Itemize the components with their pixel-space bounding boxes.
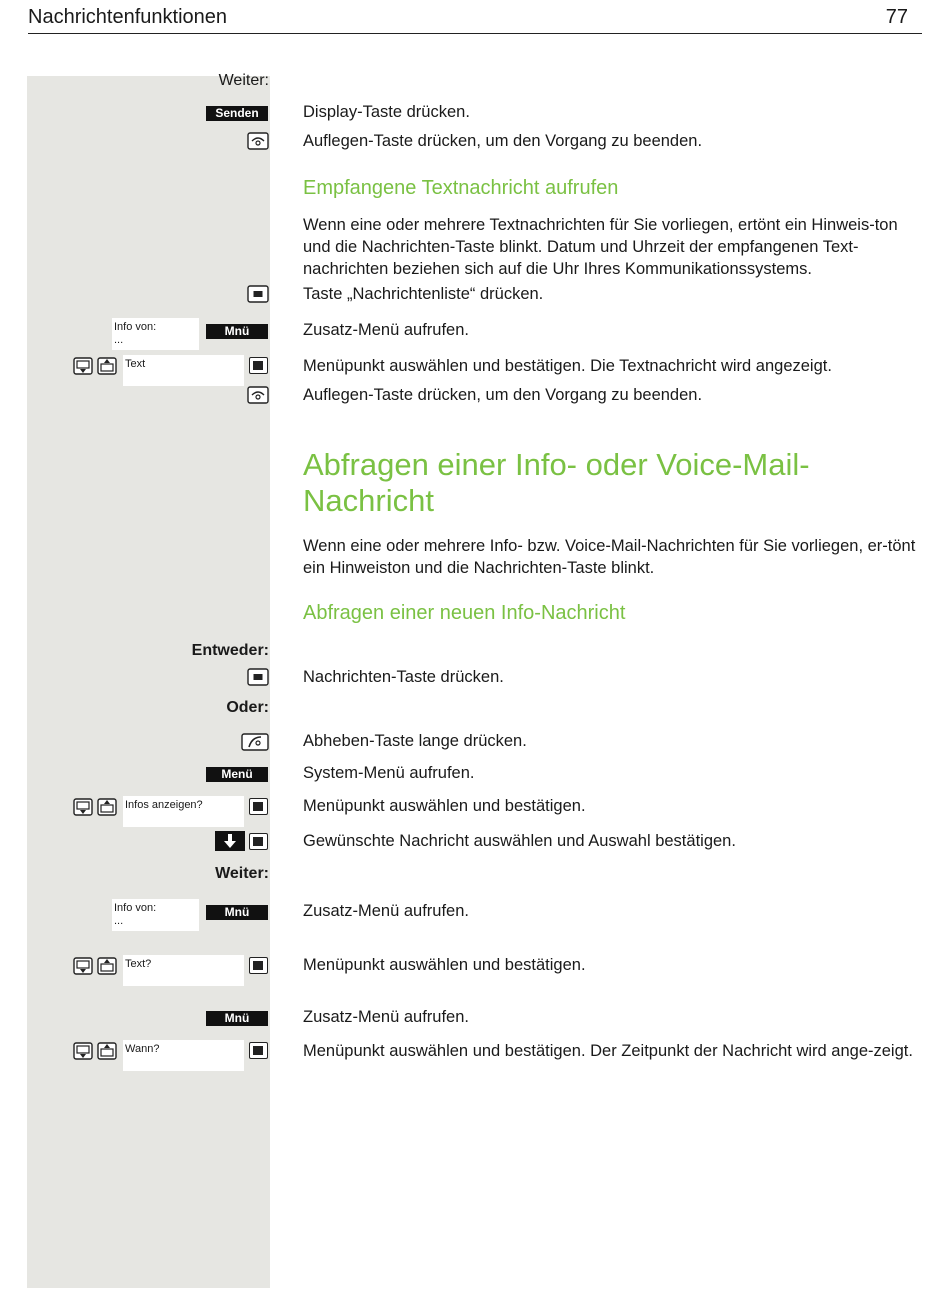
step-gewuenschte-nachricht: Gewünschte Nachricht auswählen und Auswahl bestätigen. (303, 832, 736, 850)
message-key-icon[interactable] (247, 668, 269, 686)
display-text: Text (123, 355, 244, 386)
display-info-von-2-line1: Info von: (114, 902, 157, 914)
label-weiter: Weiter: (218, 72, 269, 89)
display-info-von-2-line2: ... (114, 915, 124, 927)
ok-key-icon[interactable] (249, 957, 268, 974)
step-menupunkt-text: Menüpunkt auswählen und bestätigen. Die Textnachricht wird angezeigt. (303, 357, 832, 375)
display-info-von (112, 318, 199, 350)
para-abfragen: Wenn eine oder mehrere Info- bzw. Voice-Mail-Nachrichten für Sie vorliegen, er-tönt ein Hinweiston und die Nachrichten-Taste blinkt. (303, 537, 916, 577)
step-zusatz-menu-2: Zusatz-Menü aufrufen. (303, 902, 469, 920)
step-menupunkt-1: Menüpunkt auswählen und bestätigen. (303, 797, 586, 815)
nav-down-icon[interactable] (73, 957, 93, 975)
heading-abfragen-neue-info: Abfragen einer neuen Info-Nachricht (303, 602, 626, 624)
label-entweder: Entweder: (191, 642, 269, 659)
step-nachrichten-taste: Nachrichten-Taste drücken. (303, 668, 504, 686)
hook-off-icon[interactable] (241, 733, 269, 751)
display-text-question: Text? (123, 955, 244, 986)
step-system-menu: System-Menü aufrufen. (303, 764, 475, 782)
para-empfangene: Wenn eine oder mehrere Textnachrichten für Sie vorliegen, ertönt ein Hinweis-ton und die Nachrichten-Taste blinkt. Datum und Uhrzeit der empfangenen Text-nachrichten beziehen sich auf die Uhr Ihres Kommunikationssystems. (303, 216, 898, 278)
display-infos-anzeigen: Infos anzeigen? (123, 796, 244, 827)
page-number: 77 (885, 6, 908, 28)
step-auflegen-1: Auflegen-Taste drücken, um den Vorgang zu beenden. (303, 132, 703, 150)
display-info-von-line1: Info von: (114, 321, 157, 333)
nav-up-icon[interactable] (97, 1042, 117, 1060)
nav-up-icon[interactable] (97, 957, 117, 975)
softkey-mnu[interactable]: Mnü (206, 324, 268, 339)
softkey-menu[interactable]: Menü (206, 767, 268, 782)
step-abheben: Abheben-Taste lange drücken. (303, 732, 527, 750)
ok-key-icon[interactable] (249, 1042, 268, 1059)
label-weiter-2: Weiter: (215, 865, 269, 882)
step-display-taste: Display-Taste drücken. (303, 103, 470, 121)
step-taste-nachrichtenliste: Taste „Nachrichtenliste“ drücken. (303, 285, 544, 303)
softkey-mnu-2[interactable]: Mnü (206, 905, 268, 920)
arrow-down-key-icon[interactable] (215, 831, 245, 851)
page-header-title: Nachrichtenfunktionen (28, 6, 228, 28)
display-info-von-2 (112, 899, 199, 931)
nav-up-icon[interactable] (97, 357, 117, 375)
step-menupunkt-2: Menüpunkt auswählen und bestätigen. (303, 956, 586, 974)
nav-up-icon[interactable] (97, 798, 117, 816)
sidebar-column (27, 76, 270, 1288)
header-divider (28, 33, 922, 34)
softkey-mnu-3[interactable]: Mnü (206, 1011, 268, 1026)
ok-key-icon[interactable] (249, 833, 268, 850)
hook-on-icon (247, 386, 269, 404)
step-zusatz-menu-3: Zusatz-Menü aufrufen. (303, 1008, 469, 1026)
heading-abfragen-info-voice-mail: Abfragen einer Info- oder Voice-Mail-Nachricht (303, 447, 810, 518)
nav-down-icon[interactable] (73, 1042, 93, 1060)
message-key-icon (247, 285, 269, 303)
display-wann: Wann? (123, 1040, 244, 1071)
hook-on-icon (247, 132, 269, 150)
step-auflegen-2: Auflegen-Taste drücken, um den Vorgang zu beenden. (303, 386, 703, 404)
softkey-senden[interactable]: Senden (206, 106, 268, 121)
nav-down-icon[interactable] (73, 357, 93, 375)
ok-key-icon[interactable] (249, 357, 268, 374)
step-zusatz-menu-1: Zusatz-Menü aufrufen. (303, 321, 469, 339)
nav-down-icon[interactable] (73, 798, 93, 816)
step-menupunkt-wann: Menüpunkt auswählen und bestätigen. Der Zeitpunkt der Nachricht wird ange-zeigt. (303, 1042, 913, 1060)
heading-empfangene-textnachricht: Empfangene Textnachricht aufrufen (303, 177, 619, 199)
ok-key-icon[interactable] (249, 798, 268, 815)
label-oder: Oder: (226, 699, 269, 716)
display-info-von-line2: ... (114, 334, 124, 346)
